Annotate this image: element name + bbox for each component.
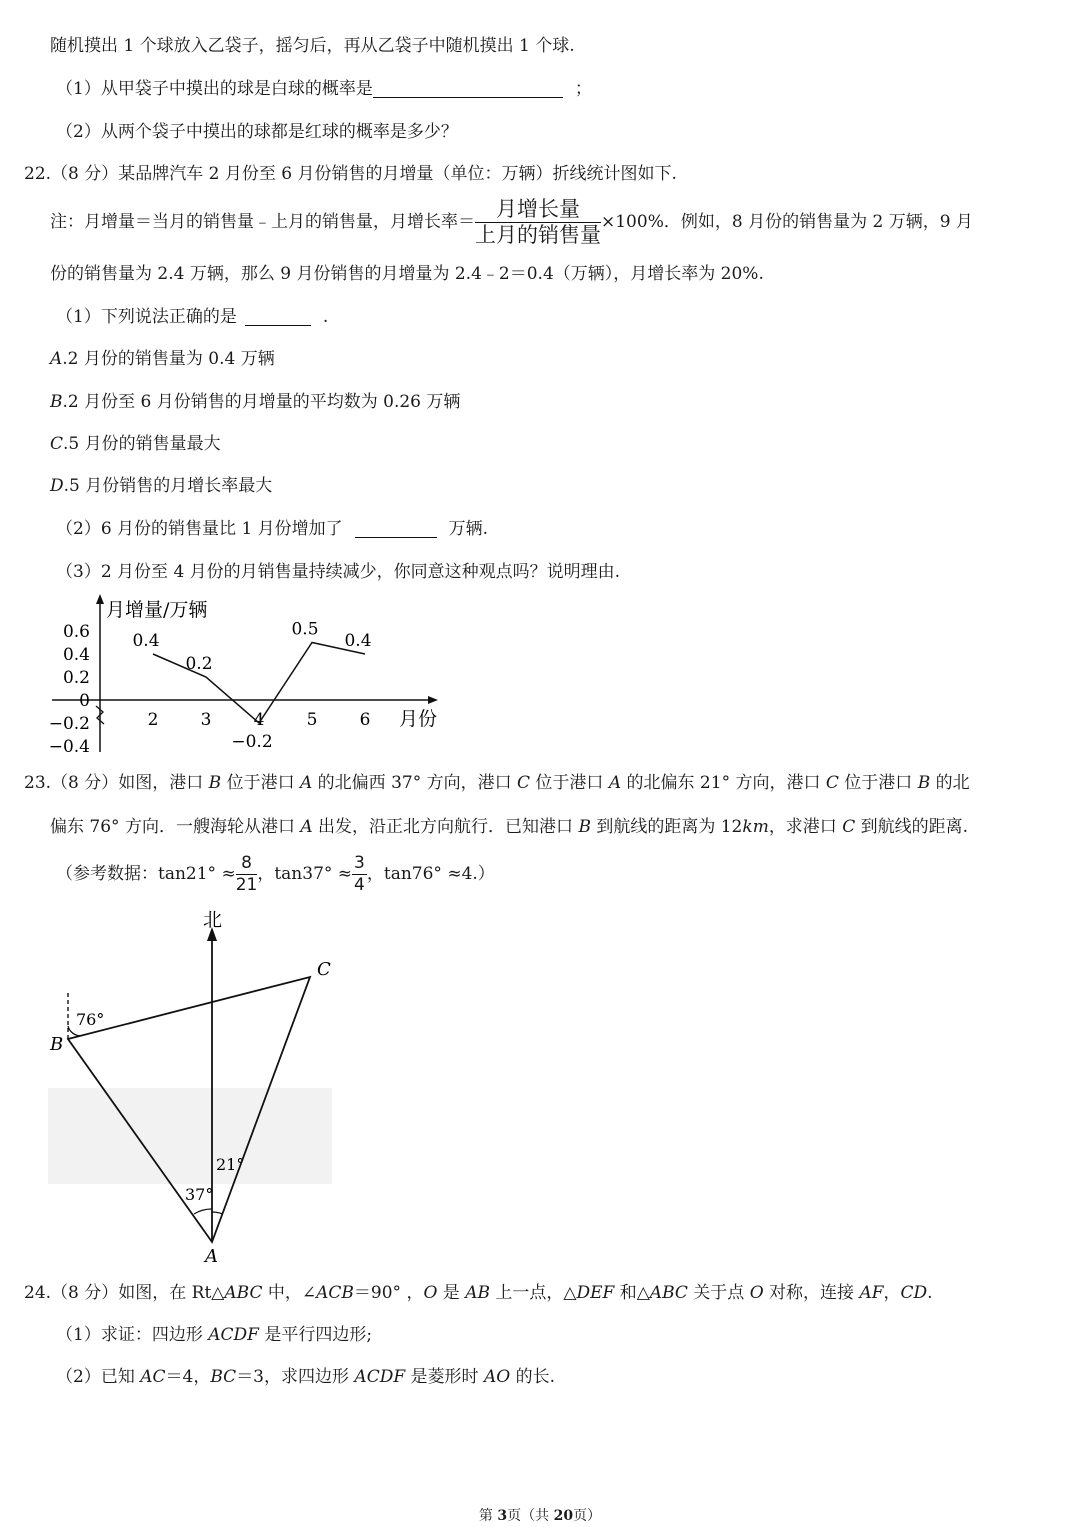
q22-part1-text: （1）下列说法正确的是	[56, 307, 237, 327]
option-text: .5 月份销售的月增长率最大	[63, 476, 273, 496]
answer-blank[interactable]	[355, 519, 437, 538]
y-tick-label: 0.4	[62, 645, 90, 665]
answer-blank[interactable]	[373, 79, 563, 98]
north-label: 北	[203, 909, 223, 931]
text: 的北偏东 21° 方向，港口	[621, 773, 826, 793]
fraction-8-21	[236, 855, 258, 894]
q23-line2	[50, 815, 968, 839]
q22-part3: （3）2 月份至 4 月份的月销售量持续减少，你同意这种观点吗？说明理由.	[56, 562, 621, 582]
port-diagram	[40, 900, 360, 1270]
text: 对称，连接	[763, 1283, 860, 1303]
text: ＝4，	[165, 1367, 211, 1387]
text: 出发，沿正北方向航行．已知港口	[312, 817, 579, 837]
text: （2）已知	[56, 1367, 141, 1387]
option-letter: B	[50, 392, 63, 412]
fraction-numerator: 8	[236, 855, 258, 875]
math: O	[749, 1283, 764, 1303]
option-letter: A	[50, 349, 63, 369]
x-axis-label: 月份	[399, 708, 438, 730]
angle-21-arc	[212, 1212, 223, 1214]
text: 页）	[573, 1508, 602, 1524]
fraction-denominator: 上月的销售量	[475, 223, 601, 247]
unit-km: km	[742, 817, 769, 837]
x-tick-label: 6	[359, 710, 371, 730]
text: 的长.	[510, 1367, 555, 1387]
point-c-label: C	[317, 959, 331, 980]
page-total: 20	[553, 1508, 574, 1524]
point-a-label: A	[205, 1246, 218, 1267]
y-tick-label: −0.4	[48, 737, 90, 757]
text: （1）求证：四边形	[56, 1325, 209, 1345]
q22-part1-end: .	[322, 307, 329, 327]
data-label: 0.4	[132, 631, 160, 651]
math: AO	[483, 1367, 511, 1387]
q21-part1-text: （1）从甲袋子中摸出的球是白球的概率是	[56, 79, 373, 99]
text: 页（共	[507, 1508, 554, 1524]
angle-21-label: 21°	[216, 1155, 245, 1174]
math: O	[423, 1283, 438, 1303]
y-tick-label: 0.6	[62, 622, 90, 642]
text: 的北偏西 37° 方向，港口	[312, 773, 518, 793]
point-b: B	[578, 817, 591, 837]
text: 的北	[930, 773, 970, 793]
text: ，	[883, 1283, 901, 1303]
math: ACB	[316, 1283, 354, 1303]
q21-continuation: 随机摸出 1 个球放入乙袋子，摇匀后，再从乙袋子中随机摸出 1 个球.	[50, 36, 575, 56]
math: AB	[465, 1283, 490, 1303]
q22-note	[50, 196, 973, 248]
math: AC	[140, 1367, 166, 1387]
point-b-label: B	[50, 1034, 64, 1055]
text: 是	[437, 1283, 466, 1303]
q23-reference-data	[56, 848, 495, 900]
text: .	[927, 1283, 933, 1303]
x-tick-label: 2	[147, 710, 159, 730]
text: （参考数据：tan21° ≈	[56, 864, 236, 884]
q22-note-text: 注：月增量＝当月的销售量﹣上月的销售量，月增长率＝	[50, 212, 475, 232]
q21-part1	[56, 77, 592, 101]
q24-heading	[24, 1281, 933, 1305]
data-label: 0.4	[344, 631, 372, 651]
q22-part2-text: （2）6 月份的销售量比 1 月份增加了	[56, 519, 343, 539]
fraction-denominator: 21	[235, 875, 258, 895]
q21-part2: （2）从两个袋子中摸出的球都是红球的概率是多少？	[56, 122, 458, 142]
x-tick-label: 5	[306, 710, 318, 730]
faded-watermark-area	[48, 1088, 332, 1184]
point-a: A	[299, 773, 313, 793]
text: 到航线的距离为 12	[590, 817, 743, 837]
option-letter: D	[50, 476, 64, 496]
fraction-denominator: 4	[354, 875, 365, 895]
option-letter: C	[50, 434, 64, 454]
text: 到航线的距离.	[855, 817, 969, 837]
math: ACDF	[354, 1367, 406, 1387]
text: ，求港口	[768, 817, 843, 837]
math: ABC	[224, 1283, 263, 1303]
q22-part2-end: 万辆.	[448, 519, 489, 539]
option-b	[50, 390, 460, 414]
page-number: 3	[497, 1508, 508, 1524]
text: 是平行四边形;	[258, 1325, 373, 1345]
text: 偏东 76° 方向．一艘海轮从港口	[50, 817, 301, 837]
q21-part1-end: ；	[574, 79, 592, 99]
y-axis-arrow-icon	[96, 594, 104, 604]
angle-37-label: 37°	[185, 1185, 214, 1204]
point-b: B	[917, 773, 931, 793]
text: 23.（8 分）如图，港口	[24, 773, 209, 793]
data-label: 0.2	[185, 654, 213, 674]
text: 是菱形时	[405, 1367, 484, 1387]
text: ＝3，求四边形	[236, 1367, 355, 1387]
fraction-numerator: 3	[354, 853, 365, 873]
math: AF	[859, 1283, 884, 1303]
q22-note-line2: 份的销售量为 2.4 万辆，那么 9 月份销售的月增量为 2.4﹣2＝0.4（万辆），月增长率为 20%.	[50, 264, 764, 284]
data-label: −0.2	[231, 732, 273, 752]
x-tick-label: 4	[253, 710, 265, 730]
y-axis-label: 月增量/万辆	[106, 599, 208, 621]
math: BC	[210, 1367, 237, 1387]
text: 上一点，△	[489, 1283, 577, 1303]
math: ACDF	[208, 1325, 259, 1345]
option-c	[50, 432, 221, 456]
text: 中，∠	[262, 1283, 317, 1303]
math: DEF	[576, 1283, 615, 1303]
text: ，tan37° ≈	[257, 864, 353, 884]
x-tick-label: 3	[200, 710, 212, 730]
text: 位于港口	[221, 773, 300, 793]
fraction-numerator: 月增长量	[475, 199, 601, 223]
point-a: A	[608, 773, 622, 793]
y-tick-label: −0.2	[48, 714, 90, 734]
point-c: C	[825, 773, 839, 793]
q22-part1	[56, 305, 328, 329]
math: CD	[900, 1283, 928, 1303]
q22-note-text-end: ×100%．例如，8 月份的销售量为 2 万辆，9 月	[601, 212, 973, 232]
point-c: C	[842, 817, 856, 837]
point-a: A	[300, 817, 313, 837]
angle-76-label: 76°	[76, 1010, 105, 1029]
point-b: B	[208, 773, 222, 793]
text: ，tan76° ≈4.）	[366, 864, 495, 884]
q22-heading: 22.（8 分）某品牌汽车 2 月份至 6 月份销售的月增量（单位：万辆）折线统计图如下.	[24, 164, 677, 184]
math: ABC	[649, 1283, 688, 1303]
option-text: .5 月份的销售量最大	[63, 434, 221, 454]
axis-break-icon	[96, 706, 104, 724]
angle-37-arc	[194, 1209, 212, 1214]
y-tick-label: 0	[79, 691, 90, 711]
option-text: .2 月份至 6 月份销售的月增量的平均数为 0.26 万辆	[62, 392, 461, 412]
x-axis-arrow-icon	[428, 696, 438, 704]
text: 和△	[614, 1283, 650, 1303]
fraction-3-4	[352, 855, 367, 894]
y-tick-label: 0.2	[62, 668, 90, 688]
text: 位于港口	[838, 773, 918, 793]
growth-rate-fraction	[475, 199, 601, 246]
option-text: .2 月份的销售量为 0.4 万辆	[62, 349, 275, 369]
text: 24.（8 分）如图，在 Rt△	[24, 1283, 225, 1303]
data-label: 0.5	[291, 619, 319, 640]
q22-part2	[56, 517, 488, 541]
answer-blank[interactable]	[245, 307, 311, 326]
text: 第	[478, 1508, 498, 1524]
q24-part1	[56, 1323, 372, 1347]
page-footer	[0, 1505, 1080, 1525]
text: 关于点	[687, 1283, 750, 1303]
point-c: C	[517, 773, 531, 793]
option-a	[50, 347, 275, 371]
text: 位于港口	[530, 773, 609, 793]
option-d	[50, 474, 272, 498]
monthly-increase-chart	[40, 592, 460, 757]
text: ＝90° ，	[353, 1283, 424, 1303]
q23-line1	[24, 771, 970, 795]
q24-part2	[56, 1365, 555, 1389]
